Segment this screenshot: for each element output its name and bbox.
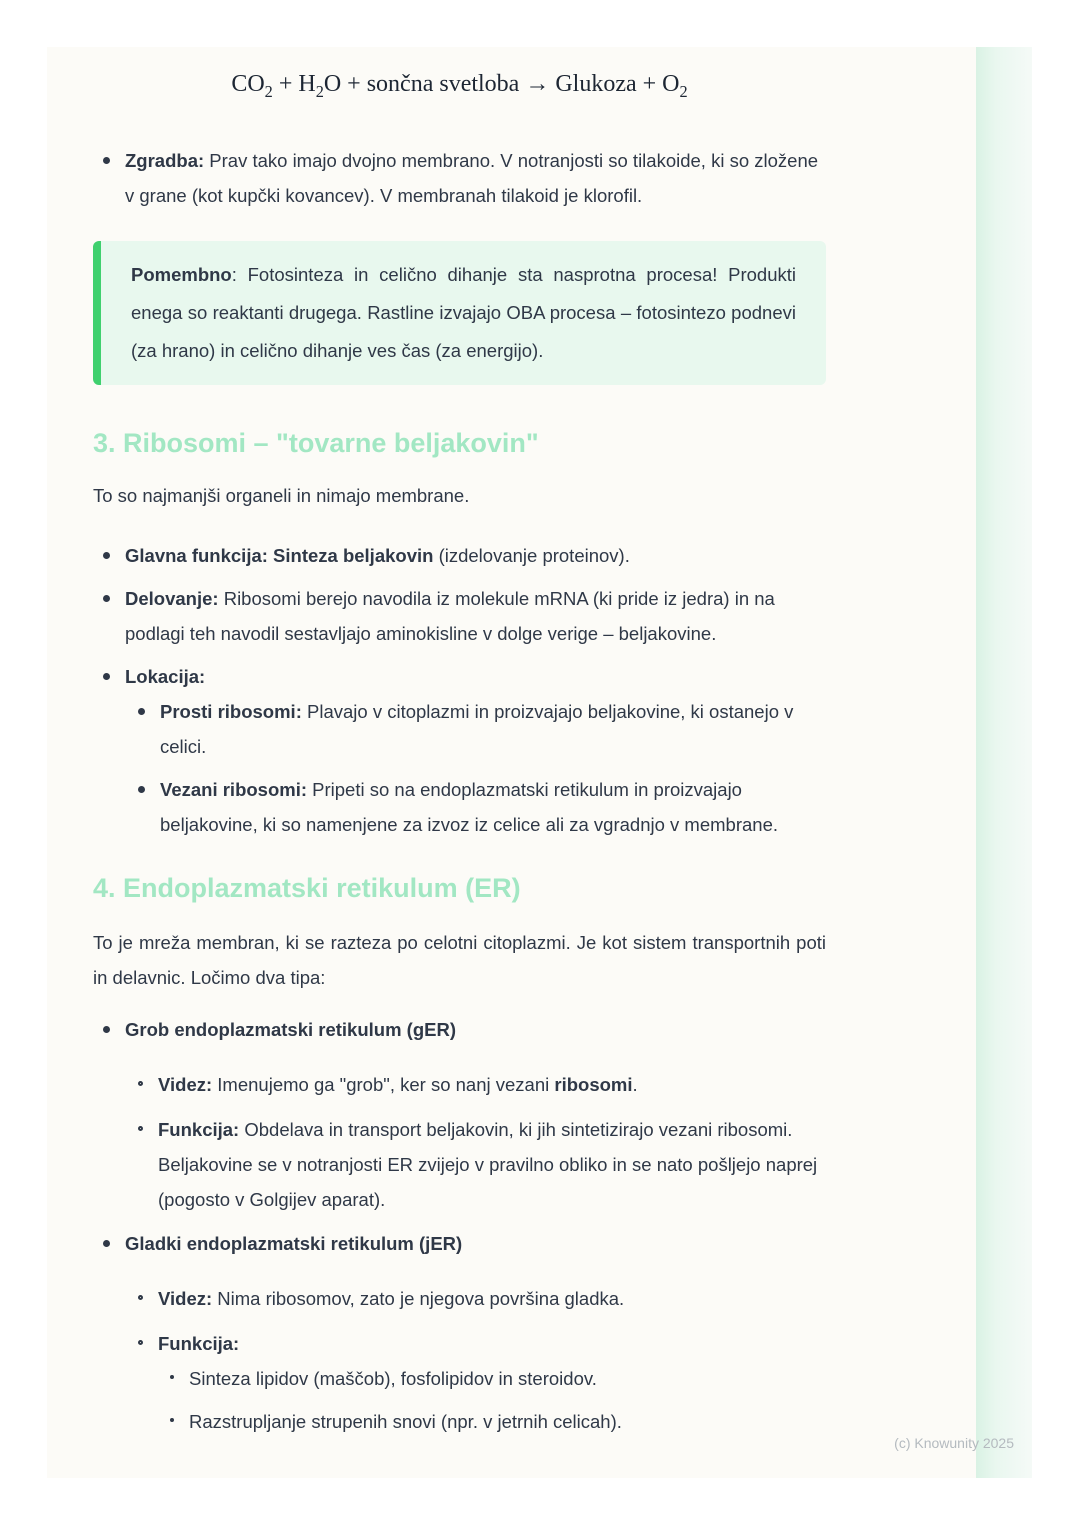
circle-bullet-icon	[138, 1340, 143, 1345]
callout-label: Pomembno	[131, 263, 232, 285]
list-item-gladki-er	[93, 1226, 826, 1261]
bold-label: Videz:	[158, 1073, 213, 1095]
body-text: Obdelava in transport beljakovin, ki jih sintetizirajo vezani ribosomi. Beljakovine se v notranjosti ER zvijejo v pravilno obliko in se nato pošljejo naprej (pogosto v Golgijev aparat).	[158, 1118, 818, 1210]
list-item-text: Sinteza lipidov (maščob), fosfolipidov in steroidov.	[189, 1367, 597, 1389]
bullet-icon	[103, 595, 110, 602]
list-item-text	[160, 772, 826, 842]
list-item-vezani-ribosomi	[138, 772, 826, 842]
list-item-zgradba	[93, 143, 826, 213]
list-item-text	[125, 659, 826, 694]
circle-bullet-icon	[170, 1418, 174, 1422]
bold-word: ribosomi	[554, 1073, 633, 1095]
bold-label: Delovanje:	[125, 587, 219, 609]
bold-label: Lokacija:	[125, 665, 206, 687]
list-item-text	[158, 1112, 826, 1217]
section-4-intro: To je mreža membran, ki se razteza po celotni citoplazmi. Je kot sistem transportnih poti in delavnic. Ločimo dva tipa:	[93, 931, 826, 988]
list-item-text	[125, 143, 826, 213]
bold-label: Prosti ribosomi:	[160, 700, 302, 722]
body-text: .	[632, 1073, 638, 1095]
bold-label: Glavna funkcija: Sinteza beljakovin	[125, 544, 434, 566]
list-item-funkcija-jer	[138, 1326, 826, 1361]
list-item-delovanje	[93, 581, 826, 651]
document-page	[47, 47, 976, 1478]
circle-bullet-icon	[170, 1375, 174, 1379]
bold-label: Zgradba:	[125, 149, 205, 171]
bullet-icon	[138, 708, 145, 715]
circle-bullet-icon	[138, 1295, 143, 1300]
bullet-icon	[138, 786, 145, 793]
section-3-heading: 3. Ribosomi – "tovarne beljakovin"	[93, 427, 539, 458]
formula-subscript: 2	[679, 81, 688, 101]
list-item-lokacija	[93, 659, 826, 694]
body-text: Nima ribosomov, zato je njegova površina gladka.	[212, 1287, 625, 1309]
bold-label: Gladki endoplazmatski retikulum (jER)	[125, 1232, 463, 1254]
bullet-icon	[103, 673, 110, 680]
list-item-grob-er	[93, 1012, 826, 1047]
circle-bullet-icon	[138, 1081, 143, 1086]
formula-subscript: 2	[315, 81, 324, 101]
formula-text: + H	[272, 71, 316, 97]
page-accent-stripe	[976, 47, 1032, 1478]
list-item-razstrupljanje	[170, 1404, 826, 1439]
list-item-videz-jer	[138, 1281, 826, 1316]
callout-text: : Fotosinteza in celično dihanje sta nasprotna procesa! Produkti enega so reaktanti drugega. Rastline izvajajo OBA procesa – fotosintezo podnevi (za hrano) in celično dihanje ves čas (za energijo).	[131, 263, 796, 361]
list-item-text	[125, 1012, 826, 1047]
body-text: Pripeti so na endoplazmatski retikulum in proizvajajo beljakovine, ki so namenjene za izvoz iz celice ali za vgradnjo v membrane.	[160, 778, 778, 835]
bold-label: Funkcija:	[158, 1118, 240, 1140]
formula-subscript: 2	[264, 81, 273, 101]
list-item-text	[125, 581, 826, 651]
list-item-text	[158, 1067, 826, 1102]
watermark: (c) Knowunity 2025	[894, 1435, 1014, 1451]
list-item-text	[158, 1281, 826, 1316]
body-text: Imenujemo ga "grob", ker so nanj vezani	[212, 1073, 555, 1095]
bold-label: Vezani ribosomi:	[160, 778, 308, 800]
circle-bullet-icon	[138, 1126, 143, 1131]
body-text: Plavajo v citoplazmi in proizvajajo beljakovine, ki ostanejo v celici.	[160, 700, 794, 757]
formula-text: O + sončna svetloba → Glukoza + O	[323, 71, 680, 97]
body-text: Prav tako imajo dvojno membrano. V notranjosti so tilakoide, ki so zložene v grane (kot kupčki kovancev). V membranah tilakoid je klorofil.	[125, 149, 819, 206]
list-item-glavna-funkcija	[93, 538, 826, 573]
bold-label: Videz:	[158, 1287, 213, 1309]
bold-label: Funkcija:	[158, 1332, 240, 1354]
section-4-list	[93, 1012, 826, 1439]
bullet-icon	[103, 157, 110, 164]
formula-text: CO	[231, 71, 265, 97]
list-item-text: Razstrupljanje strupenih snovi (npr. v jetrnih celicah).	[189, 1410, 622, 1432]
list-item-videz-ger	[138, 1067, 826, 1102]
list-item-prosti-ribosomi	[138, 694, 826, 764]
list-item-sinteza-lipidov	[170, 1361, 826, 1396]
list-item-text	[160, 694, 826, 764]
list-item-text	[158, 1326, 826, 1361]
body-text: (izdelovanje proteinov).	[433, 544, 630, 566]
bullet-icon	[103, 552, 110, 559]
bold-label: Grob endoplazmatski retikulum (gER)	[125, 1018, 456, 1040]
bullet-icon	[103, 1026, 110, 1033]
gladki-er-sublist	[93, 1281, 826, 1439]
photosynthesis-formula	[93, 69, 826, 107]
important-callout	[93, 241, 826, 385]
bullet-icon	[103, 1240, 110, 1247]
list-item-text	[125, 1226, 826, 1261]
section-3-list	[93, 538, 826, 842]
section-3-intro: To so najmanjši organeli in nimajo membrane.	[93, 484, 470, 506]
body-text: Ribosomi berejo navodila iz molekule mRNA (ki pride iz jedra) in na podlagi teh navodil sestavljajo aminokisline v dolge verige – beljakovine.	[125, 587, 775, 644]
page-content	[47, 69, 976, 1500]
list-item-text	[125, 538, 826, 573]
section-4-heading: 4. Endoplazmatski retikulum (ER)	[93, 872, 521, 903]
grob-er-sublist	[93, 1067, 826, 1217]
list-item-funkcija-ger	[138, 1112, 826, 1217]
